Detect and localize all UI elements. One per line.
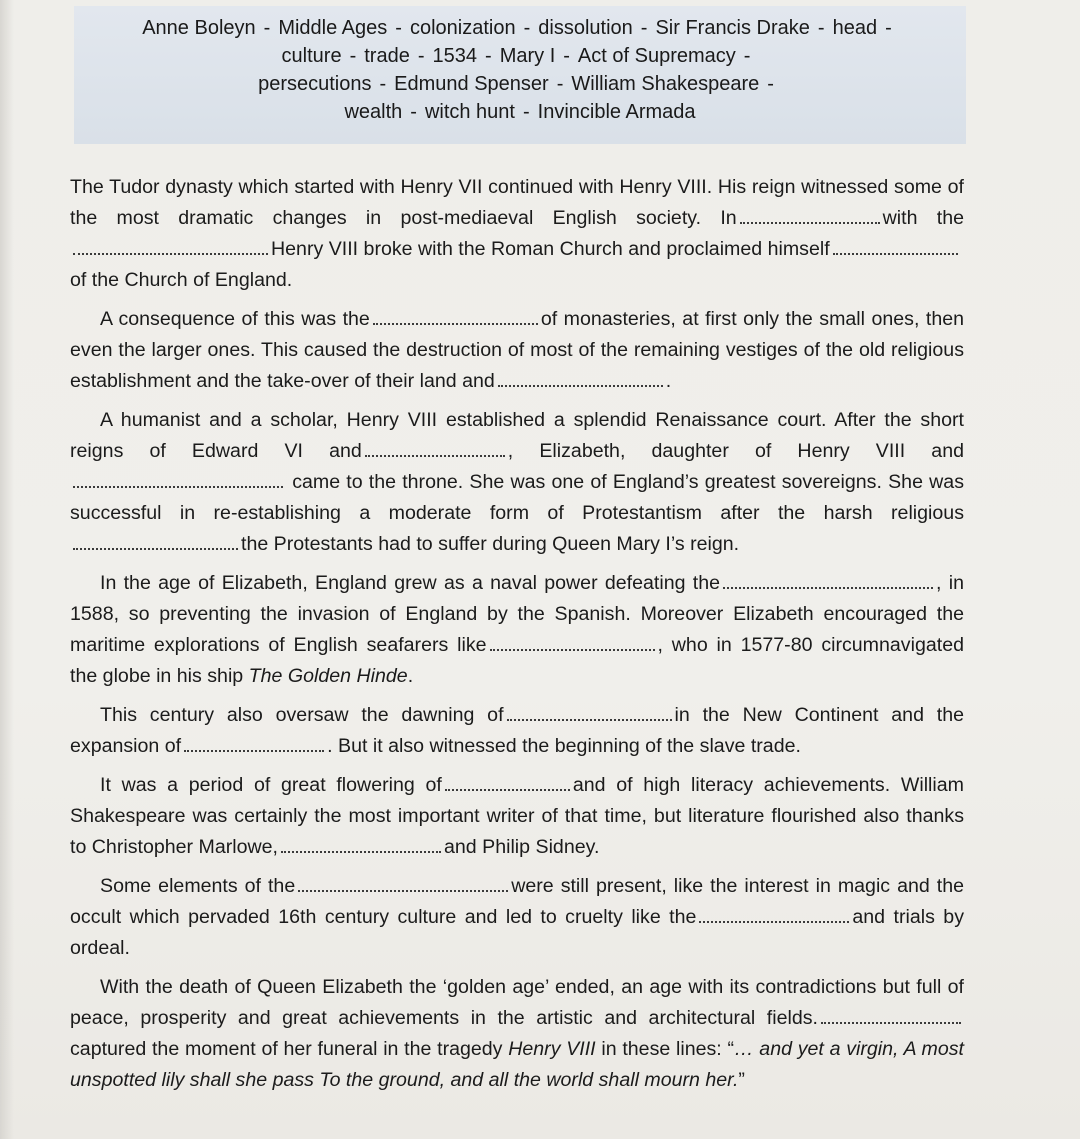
word-bank-term: wealth [344, 101, 403, 123]
paragraph-2: A consequence of this was the of monasteries, at first only the small ones, then even the larger ones. This caused the destruction of most of the remaining vestiges of the old religious establishment and the take-over of their land and . [70, 308, 965, 392]
blank-16[interactable] [699, 907, 849, 923]
blank-15[interactable] [298, 876, 508, 892]
word-bank-term: trade [364, 45, 410, 67]
word-bank-term: colonization [409, 17, 516, 39]
blank-4[interactable] [373, 309, 538, 325]
paragraph-1: The Tudor dynasty which started with Henry VII continued with Henry VIII. His reign witnessed some of the most dramatic changes in post-mediaeval English society. In with the Henry VIII broke with the Roman Church and proclaimed himself of the Church of England. [70, 176, 964, 291]
word-bank-term: culture [281, 45, 342, 67]
word-bank-term: dissolution [538, 17, 633, 39]
blank-1[interactable] [740, 208, 880, 224]
page-edge-shadow [0, 0, 14, 1139]
blank-17[interactable] [821, 1008, 961, 1024]
word-bank-line: Anne Boleyn - Middle Ages - colonization - dissolution - Sir Francis Drake - head - [142, 17, 892, 39]
blank-13[interactable] [445, 775, 570, 791]
word-bank-box [74, 6, 966, 144]
word-bank-term: head [832, 17, 878, 39]
word-bank-term: Middle Ages [278, 17, 388, 39]
word-bank-line: wealth - witch hunt - Invincible Armada [344, 101, 696, 123]
paragraph-4: In the age of Elizabeth, England grew as a naval power defeating the , in 1588, so preventing the invasion of England by the Spanish. Moreover Elizabeth encouraged the maritime explorations of English seafarers like , who in 1577-80 circumnavigated the globe in his ship The Golden Hinde. [70, 572, 965, 687]
paragraph-7: Some elements of the were still present, like the interest in magic and the occult which pervaded 16th century culture and led to cruelty like the and trials by ordeal. [70, 875, 964, 959]
word-bank-term: Edmund Spenser [394, 73, 549, 95]
word-bank-term: Sir Francis Drake [655, 17, 810, 39]
word-bank-line: culture - trade - 1534 - Mary I - Act of Supremacy - [281, 45, 751, 67]
blank-11[interactable] [507, 705, 672, 721]
blank-14[interactable] [281, 837, 441, 853]
word-bank-term: Invincible Armada [537, 101, 696, 123]
word-bank-term: witch hunt [424, 101, 515, 123]
blank-7[interactable] [73, 472, 283, 488]
blank-6[interactable] [365, 441, 505, 457]
blank-5[interactable] [498, 371, 663, 387]
word-bank-term: persecutions [258, 73, 372, 95]
word-bank-term: Mary I [499, 45, 556, 67]
blank-12[interactable] [184, 736, 324, 752]
word-bank-term: Act of Supremacy [577, 45, 736, 67]
word-bank-term: 1534 [432, 45, 478, 67]
blank-8[interactable] [73, 534, 238, 550]
word-bank-line: persecutions - Edmund Spenser - William Shakespeare - [258, 73, 774, 95]
paragraph-5: This century also oversaw the dawning of in the New Continent and the expansion of . But it also witnessed the beginning of the slave trade. [70, 704, 965, 757]
word-bank-term: William Shakespeare [571, 73, 760, 95]
blank-3[interactable] [833, 239, 958, 255]
paragraph-3: A humanist and a scholar, Henry VIII established a splendid Renaissance court. After the short reigns of Edward VI and , Elizabeth, daughter of Henry VIII and came to the throne. She was one of England’s greatest sovereigns. She was successful in re-establishing a moderate form of Protestantism after the harsh religiousthe Protestants had to suffer during Queen Mary I’s reign. [70, 409, 964, 555]
blank-2[interactable] [73, 239, 268, 255]
word-bank-term: Anne Boleyn [142, 17, 256, 39]
exercise-text [70, 172, 964, 1104]
blank-9[interactable] [723, 573, 933, 589]
blank-10[interactable] [490, 635, 655, 651]
paragraph-8: With the death of Queen Elizabeth the ‘golden age’ ended, an age with its contradictions but full of peace, prosperity and great achievements in the artistic and architectural fields.captured the moment of her funeral in the tragedy Henry VIII in these lines: “… and yet a virgin, A most unspotted lily shall she pass To the ground, and all the world shall mourn her.” [70, 976, 964, 1091]
paragraph-6: It was a period of great flowering of and of high literacy achievements. William Shakespeare was certainly the most important writer of that time, but literature flourished also thanks to Christopher Marlowe, and Philip Sidney. [70, 774, 964, 858]
